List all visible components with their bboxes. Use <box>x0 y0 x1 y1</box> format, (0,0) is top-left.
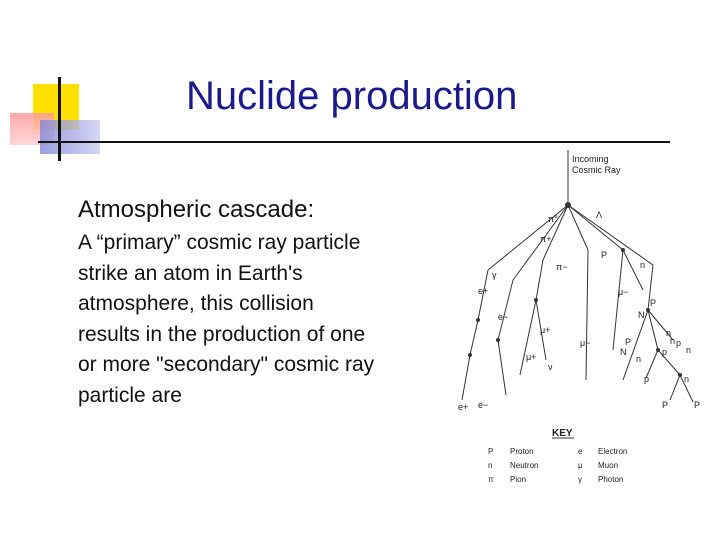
decor-vertical-rule <box>58 77 61 161</box>
particle-labels <box>458 210 700 412</box>
particle-label: π− <box>556 262 568 272</box>
particle-label: μ+ <box>526 352 537 362</box>
key-symbol: e <box>578 447 583 456</box>
key-symbol: π <box>488 475 494 484</box>
key-name: Pion <box>510 475 527 484</box>
particle-label: e− <box>498 312 509 322</box>
decor-blue-square <box>40 120 100 154</box>
particle-label: N <box>620 347 627 357</box>
slide-title: Nuclide production <box>186 74 518 118</box>
particle-label: e+ <box>458 402 469 412</box>
key-name: Muon <box>598 461 619 470</box>
particle-label: π° <box>548 214 558 224</box>
cascade-tracks <box>462 150 693 402</box>
incoming-label-line2: Cosmic Ray <box>572 165 621 175</box>
particle-label: N <box>638 310 645 320</box>
particle-label: P <box>650 298 657 308</box>
particle-label: P <box>694 400 701 410</box>
key-symbol: n <box>488 461 493 470</box>
particle-label: Λ <box>596 210 603 220</box>
particle-label: p <box>644 374 650 384</box>
key-title: KEY <box>552 428 573 439</box>
subheading: Atmospheric cascade: <box>78 196 315 223</box>
particle-label: n <box>666 328 672 338</box>
particle-label: P <box>625 337 632 347</box>
particle-label: μ− <box>618 287 629 297</box>
incoming-label-line1: Incoming <box>572 154 609 164</box>
particle-label: e− <box>478 400 489 410</box>
particle-label: p <box>662 347 668 357</box>
particle-label: μ+ <box>540 325 551 335</box>
particle-label: n <box>640 260 646 270</box>
particle-label: μ− <box>580 338 591 348</box>
cosmic-ray-cascade-diagram <box>448 150 718 490</box>
particle-label: p <box>676 338 682 348</box>
particle-label: γ <box>492 270 497 280</box>
particle-label: P <box>662 400 669 410</box>
particle-label: n <box>684 374 690 384</box>
key-name: Electron <box>598 447 628 456</box>
body-paragraph: A “primary” cosmic ray particle strike an atom in Earth's atmosphere, this collision results in the production of one or more "secondary" cosmic ray particle are <box>78 231 375 407</box>
particle-label: n <box>636 354 642 364</box>
title-underline-rule <box>38 141 670 143</box>
key-symbol: P <box>488 447 494 456</box>
key-symbol: μ <box>578 461 583 470</box>
particle-label: n <box>686 345 692 355</box>
particle-label: e+ <box>478 286 489 296</box>
particle-label: ν <box>548 362 553 372</box>
particle-label: P <box>601 250 608 260</box>
key-symbol: γ <box>578 475 582 484</box>
particle-label: π+ <box>540 234 552 244</box>
key-name: Neutron <box>510 461 539 470</box>
key-name: Photon <box>598 475 624 484</box>
diagram-key <box>488 428 627 484</box>
particle-label: n <box>670 336 676 346</box>
key-name: Proton <box>510 447 534 456</box>
